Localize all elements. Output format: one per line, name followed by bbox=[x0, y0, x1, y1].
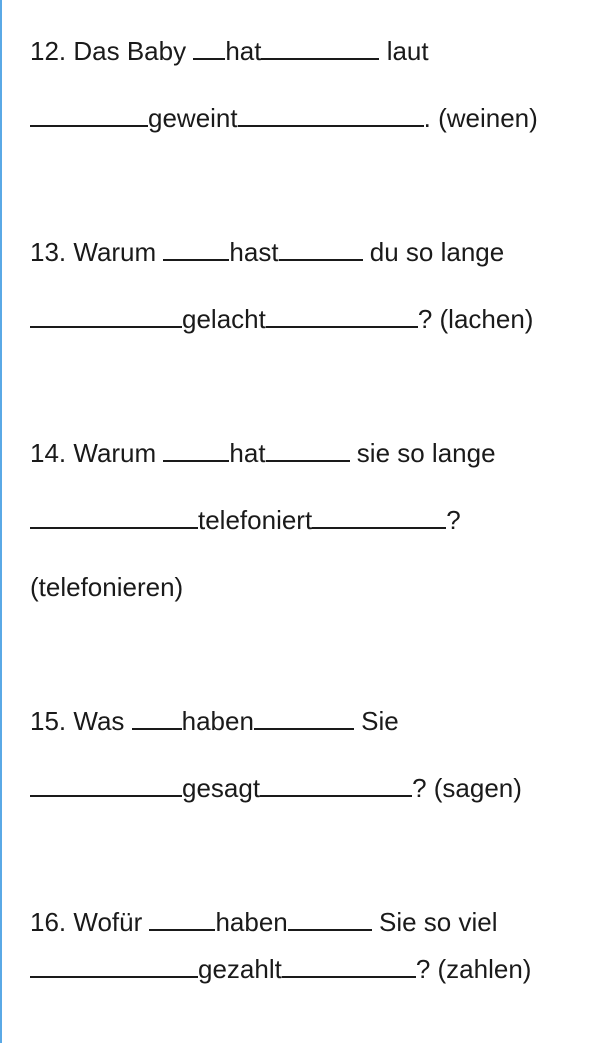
blank[interactable] bbox=[30, 505, 198, 529]
exercise-16-answer-aux: haben bbox=[215, 907, 288, 937]
exercise-16-suffix: Sie so viel bbox=[371, 907, 498, 937]
blank[interactable] bbox=[163, 438, 229, 462]
exercise-15-line-1 bbox=[30, 706, 399, 736]
exercise-14-prefix: 14. Warum bbox=[30, 438, 164, 468]
blank[interactable] bbox=[30, 304, 182, 328]
exercise-16-line-2 bbox=[30, 954, 531, 984]
blank[interactable] bbox=[282, 954, 416, 978]
exercise-14-hint: (telefonieren) bbox=[30, 572, 184, 602]
exercise-14-line-1 bbox=[30, 438, 496, 468]
exercise-15-suffix: Sie bbox=[353, 706, 399, 736]
blank[interactable] bbox=[193, 36, 225, 60]
blank[interactable] bbox=[132, 706, 182, 730]
exercise-12-answer-participle: geweint bbox=[148, 103, 238, 133]
exercise-13-answer-participle: gelacht bbox=[182, 304, 266, 334]
exercise-16-prefix: 16. Wofür bbox=[30, 907, 150, 937]
exercise-12-suffix: laut bbox=[379, 36, 429, 66]
blank[interactable] bbox=[238, 103, 424, 127]
blank[interactable] bbox=[163, 237, 229, 261]
exercise-15-answer-aux: haben bbox=[181, 706, 254, 736]
exercise-14-suffix: sie so lange bbox=[349, 438, 496, 468]
blank[interactable] bbox=[266, 304, 418, 328]
exercise-13-line-1 bbox=[30, 237, 504, 267]
exercise-14-answer-aux: hat bbox=[229, 438, 266, 468]
blank[interactable] bbox=[30, 954, 198, 978]
blank[interactable] bbox=[254, 706, 354, 730]
exercise-15-hint: ? (sagen) bbox=[412, 773, 522, 803]
exercise-12-answer-aux: hat bbox=[225, 36, 262, 66]
exercise-12-line-2 bbox=[30, 103, 538, 133]
blank[interactable] bbox=[312, 505, 446, 529]
exercise-14-line-3 bbox=[30, 572, 183, 602]
exercise-12-line-1 bbox=[30, 36, 429, 66]
left-border-rule bbox=[0, 0, 2, 1043]
blank[interactable] bbox=[279, 237, 363, 261]
exercise-16-answer-participle: gezahlt bbox=[198, 954, 282, 984]
exercise-14-suffix-2: ? bbox=[446, 505, 461, 535]
exercise-16-hint: ? (zahlen) bbox=[415, 954, 532, 984]
blank[interactable] bbox=[30, 773, 182, 797]
exercise-13-line-2 bbox=[30, 304, 533, 334]
blank[interactable] bbox=[288, 907, 372, 931]
blank[interactable] bbox=[149, 907, 215, 931]
exercise-13-hint: ? (lachen) bbox=[417, 304, 534, 334]
blank[interactable] bbox=[30, 103, 148, 127]
exercise-16-line-1 bbox=[30, 907, 498, 937]
exercise-13-prefix: 13. Warum bbox=[30, 237, 164, 267]
exercise-15-prefix: 15. Was bbox=[30, 706, 132, 736]
exercise-13-suffix: du so lange bbox=[362, 237, 505, 267]
exercise-14-line-2 bbox=[30, 505, 461, 535]
exercise-15-answer-participle: gesagt bbox=[182, 773, 261, 803]
exercise-12-prefix: 12. Das Baby bbox=[30, 36, 194, 66]
blank[interactable] bbox=[260, 773, 412, 797]
exercise-14-answer-participle: telefoniert bbox=[198, 505, 313, 535]
exercise-12-hint: . (weinen) bbox=[423, 103, 538, 133]
exercise-13-answer-aux: hast bbox=[229, 237, 279, 267]
blank[interactable] bbox=[261, 36, 379, 60]
exercise-15-line-2 bbox=[30, 773, 522, 803]
blank[interactable] bbox=[266, 438, 350, 462]
